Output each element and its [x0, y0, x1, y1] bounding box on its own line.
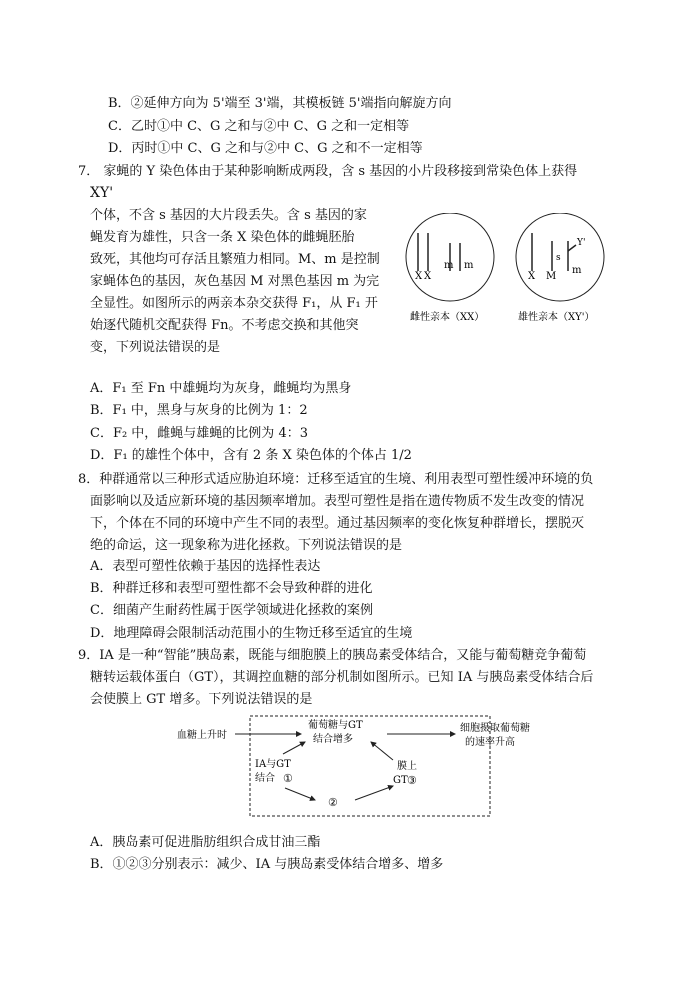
male-label: Y': [577, 238, 586, 248]
q8-option-c: C．细菌产生耐药性属于医学领域进化拯救的案例: [90, 603, 373, 618]
q8-stem-line: 8．种群通常以三种形式适应胁迫环境：迁移至适宜的生境、利用表型可塑性缓冲环境的负: [78, 472, 594, 487]
male-label: s: [556, 253, 561, 263]
q7-stem-line: 家蝇体色的基因，灰色基因 M 对黑色基因 m 为完: [90, 274, 380, 289]
q9-option-a: A．胰岛素可促进脂肪组织合成甘油三酯: [90, 835, 321, 850]
male-label: M: [546, 271, 557, 282]
male-label: X: [528, 271, 536, 282]
q7-stem-line: 蝇发育为雄性，只含一条 X 染色体的雌蝇胚胎: [90, 230, 355, 245]
left-node-line1: IA与GT: [255, 759, 291, 770]
q7-stem-line: 致死，其他均可存活且繁殖力相同。M、m 是控制: [90, 252, 380, 267]
q9-stem-line: 糖转运载体蛋白（GT），其调控血糖的部分机制如图所示。已知 IA 与胰岛素受体结合后: [90, 670, 594, 685]
q8-stem-line: 绝的命运，这一现象称为进化拯救。下列说法错误的是: [90, 538, 403, 553]
glucose-regulation-diagram: [175, 714, 585, 820]
female-label: X: [424, 271, 432, 282]
male-label: m: [572, 265, 582, 276]
q9-stem: [78, 645, 593, 711]
top-node-line2: 结合增多: [313, 734, 353, 745]
q7-stem-line: 全显性。如图所示的两亲本杂交获得 F₁，从 F₁ 开: [90, 296, 378, 311]
female-caption: 雌性亲本（XX）: [410, 312, 485, 323]
q8-option-a: A．表型可塑性依赖于基因的选择性表达: [90, 559, 321, 574]
q7-stem-line: 始逐代随机交配获得 Fn。不考虑交换和其他突: [90, 318, 359, 333]
mark-2: ②: [328, 796, 338, 809]
q8-stem-line: 下，个体在不同的环境中产生不同的表型。通过基因频率的变化恢复种群增长，摆脱灭: [90, 516, 585, 531]
right-label-line2: 的速率升高: [465, 737, 515, 748]
left-label: 血糖上升时: [177, 730, 227, 741]
q7-option-a: A．F₁ 至 Fn 中雄蝇均为灰身，雌蝇均为黑身: [90, 381, 352, 396]
q8-option-b: B．种群迁移和表型可塑性都不会导致种群的进化: [90, 581, 373, 596]
q8-stem-line: 面影响以及适应新环境的基因频率增加。表型可塑性是指在遗传物质不发生改变的情况: [90, 494, 585, 509]
q6-option-b: B．②延伸方向为 5'端至 3'端，其模板链 5'端指向解旋方向: [108, 96, 452, 111]
q8-option-d: D．地理障碍会限制活动范围小的生物迁移至适宜的生境: [90, 626, 413, 641]
mark-1: ①: [283, 772, 293, 785]
q9-stem-line: 9．IA 是一种“智能”胰岛素，既能与细胞膜上的胰岛素受体结合，又能与葡萄糖竞争葡萄: [78, 648, 587, 663]
q7-option-c: C．F₂ 中，雌蝇与雄蝇的比例为 4：3: [90, 426, 308, 441]
chromosome-figure: [400, 213, 620, 328]
q7-stem-line1: 7． 家蝇的 Y 染色体由于某种影响断成两段，含 s 基因的小片段移接到常染色体上获得: [78, 164, 578, 179]
q7-stem-line: 个体，不含 s 基因的大片段丢失。含 s 基因的家: [90, 208, 367, 223]
q6-option-d: D．丙时①中 C、G 之和与②中 C、G 之和不一定相等: [108, 141, 423, 156]
left-node-line2: 结合: [255, 773, 275, 784]
mark-3: ③: [407, 774, 417, 787]
q7-stem-line: 变，下列说法错误的是: [90, 340, 221, 355]
q9-option-b: B．①②③分别表示：减少、IA 与胰岛素受体结合增多、增多: [90, 857, 444, 872]
right-label-line1: 细胞摄取葡萄糖: [460, 723, 530, 734]
q7-stem-xy: XY': [90, 185, 114, 201]
q7-option-b: B．F₁ 中，黑身与灰身的比例为 1：2: [90, 403, 308, 418]
female-label: m: [444, 260, 454, 271]
q9-stem-line: 会使膜上 GT 增多。下列说法错误的是: [90, 692, 313, 707]
right-node-line2: GT: [393, 775, 408, 786]
q6-option-c: C．乙时①中 C、G 之和与②中 C、G 之和一定相等: [108, 119, 410, 134]
top-node-line1: 葡萄糖与GT: [308, 720, 363, 731]
q7-stem-body: [90, 205, 390, 359]
q7-option-d: D．F₁ 的雄性个体中，含有 2 条 X 染色体的个体占 1/2: [90, 448, 412, 463]
right-node-line1: 膜上: [397, 761, 417, 772]
q8-stem: [78, 469, 593, 557]
female-label: X: [415, 271, 423, 282]
male-caption: 雄性亲本（XY'）: [518, 312, 595, 323]
female-label: m: [464, 260, 474, 271]
